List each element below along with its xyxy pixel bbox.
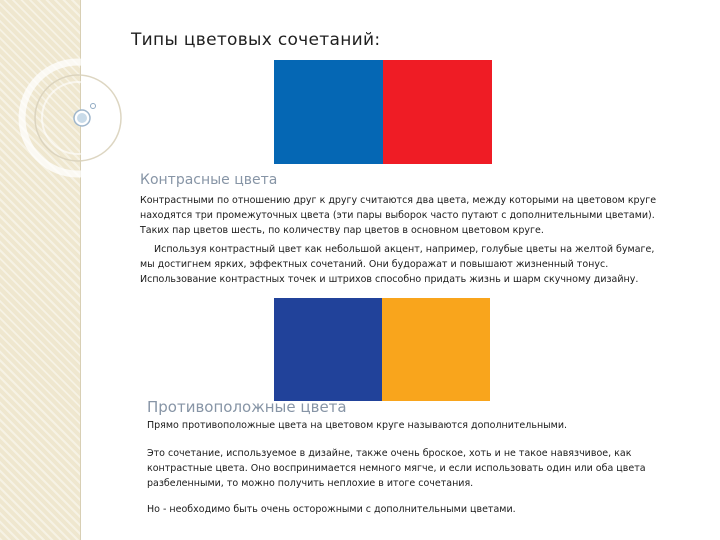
complementary-paragraph-2: Это сочетание, используемое в дизайне, также очень броское, хоть и не такое навязчивое, как контрастные цвета. Оно воспринимается немного мягче, и если использовать один или оба цвета разбеленными, то можно получить неплохие в итоге сочетания. [147, 448, 646, 489]
section-heading-contrast: Контрасные цвета [140, 172, 278, 188]
slide-title: Типы цветовых сочетаний: [131, 30, 381, 50]
navy-swatch [274, 298, 382, 401]
contrast-paragraph-1: Контрастными по отношению друг к другу считаются два цвета, между которыми на цветовом круге находятся три промежуточных цвета (эти пары выборок часто путают с дополнительными цветами). Таких пар цветов шесть, по количеству пар цветов в основном цветовом круге. [140, 195, 657, 236]
contrast-paragraph-2: Используя контрастный цвет как небольшой акцент, например, голубые цветы на желтой бумаге, мы достигнем ярких, эффектных сочетаний. Они будоражат и повышают жизненный тонус. Использование контрастных точек и штрихов способно придать жизнь и шарм скучному дизайну. [140, 244, 655, 285]
red-swatch [383, 60, 492, 164]
complementary-paragraph-1: Прямо противоположные цвета на цветовом круге называются дополнительными. [147, 420, 568, 431]
complementary-paragraph-3: Но - необходимо быть очень осторожными с дополнительными цветами. [147, 504, 516, 515]
orange-swatch [382, 298, 490, 401]
blue-swatch [274, 60, 383, 164]
section-heading-complementary: Противоположные цвета [147, 398, 347, 416]
